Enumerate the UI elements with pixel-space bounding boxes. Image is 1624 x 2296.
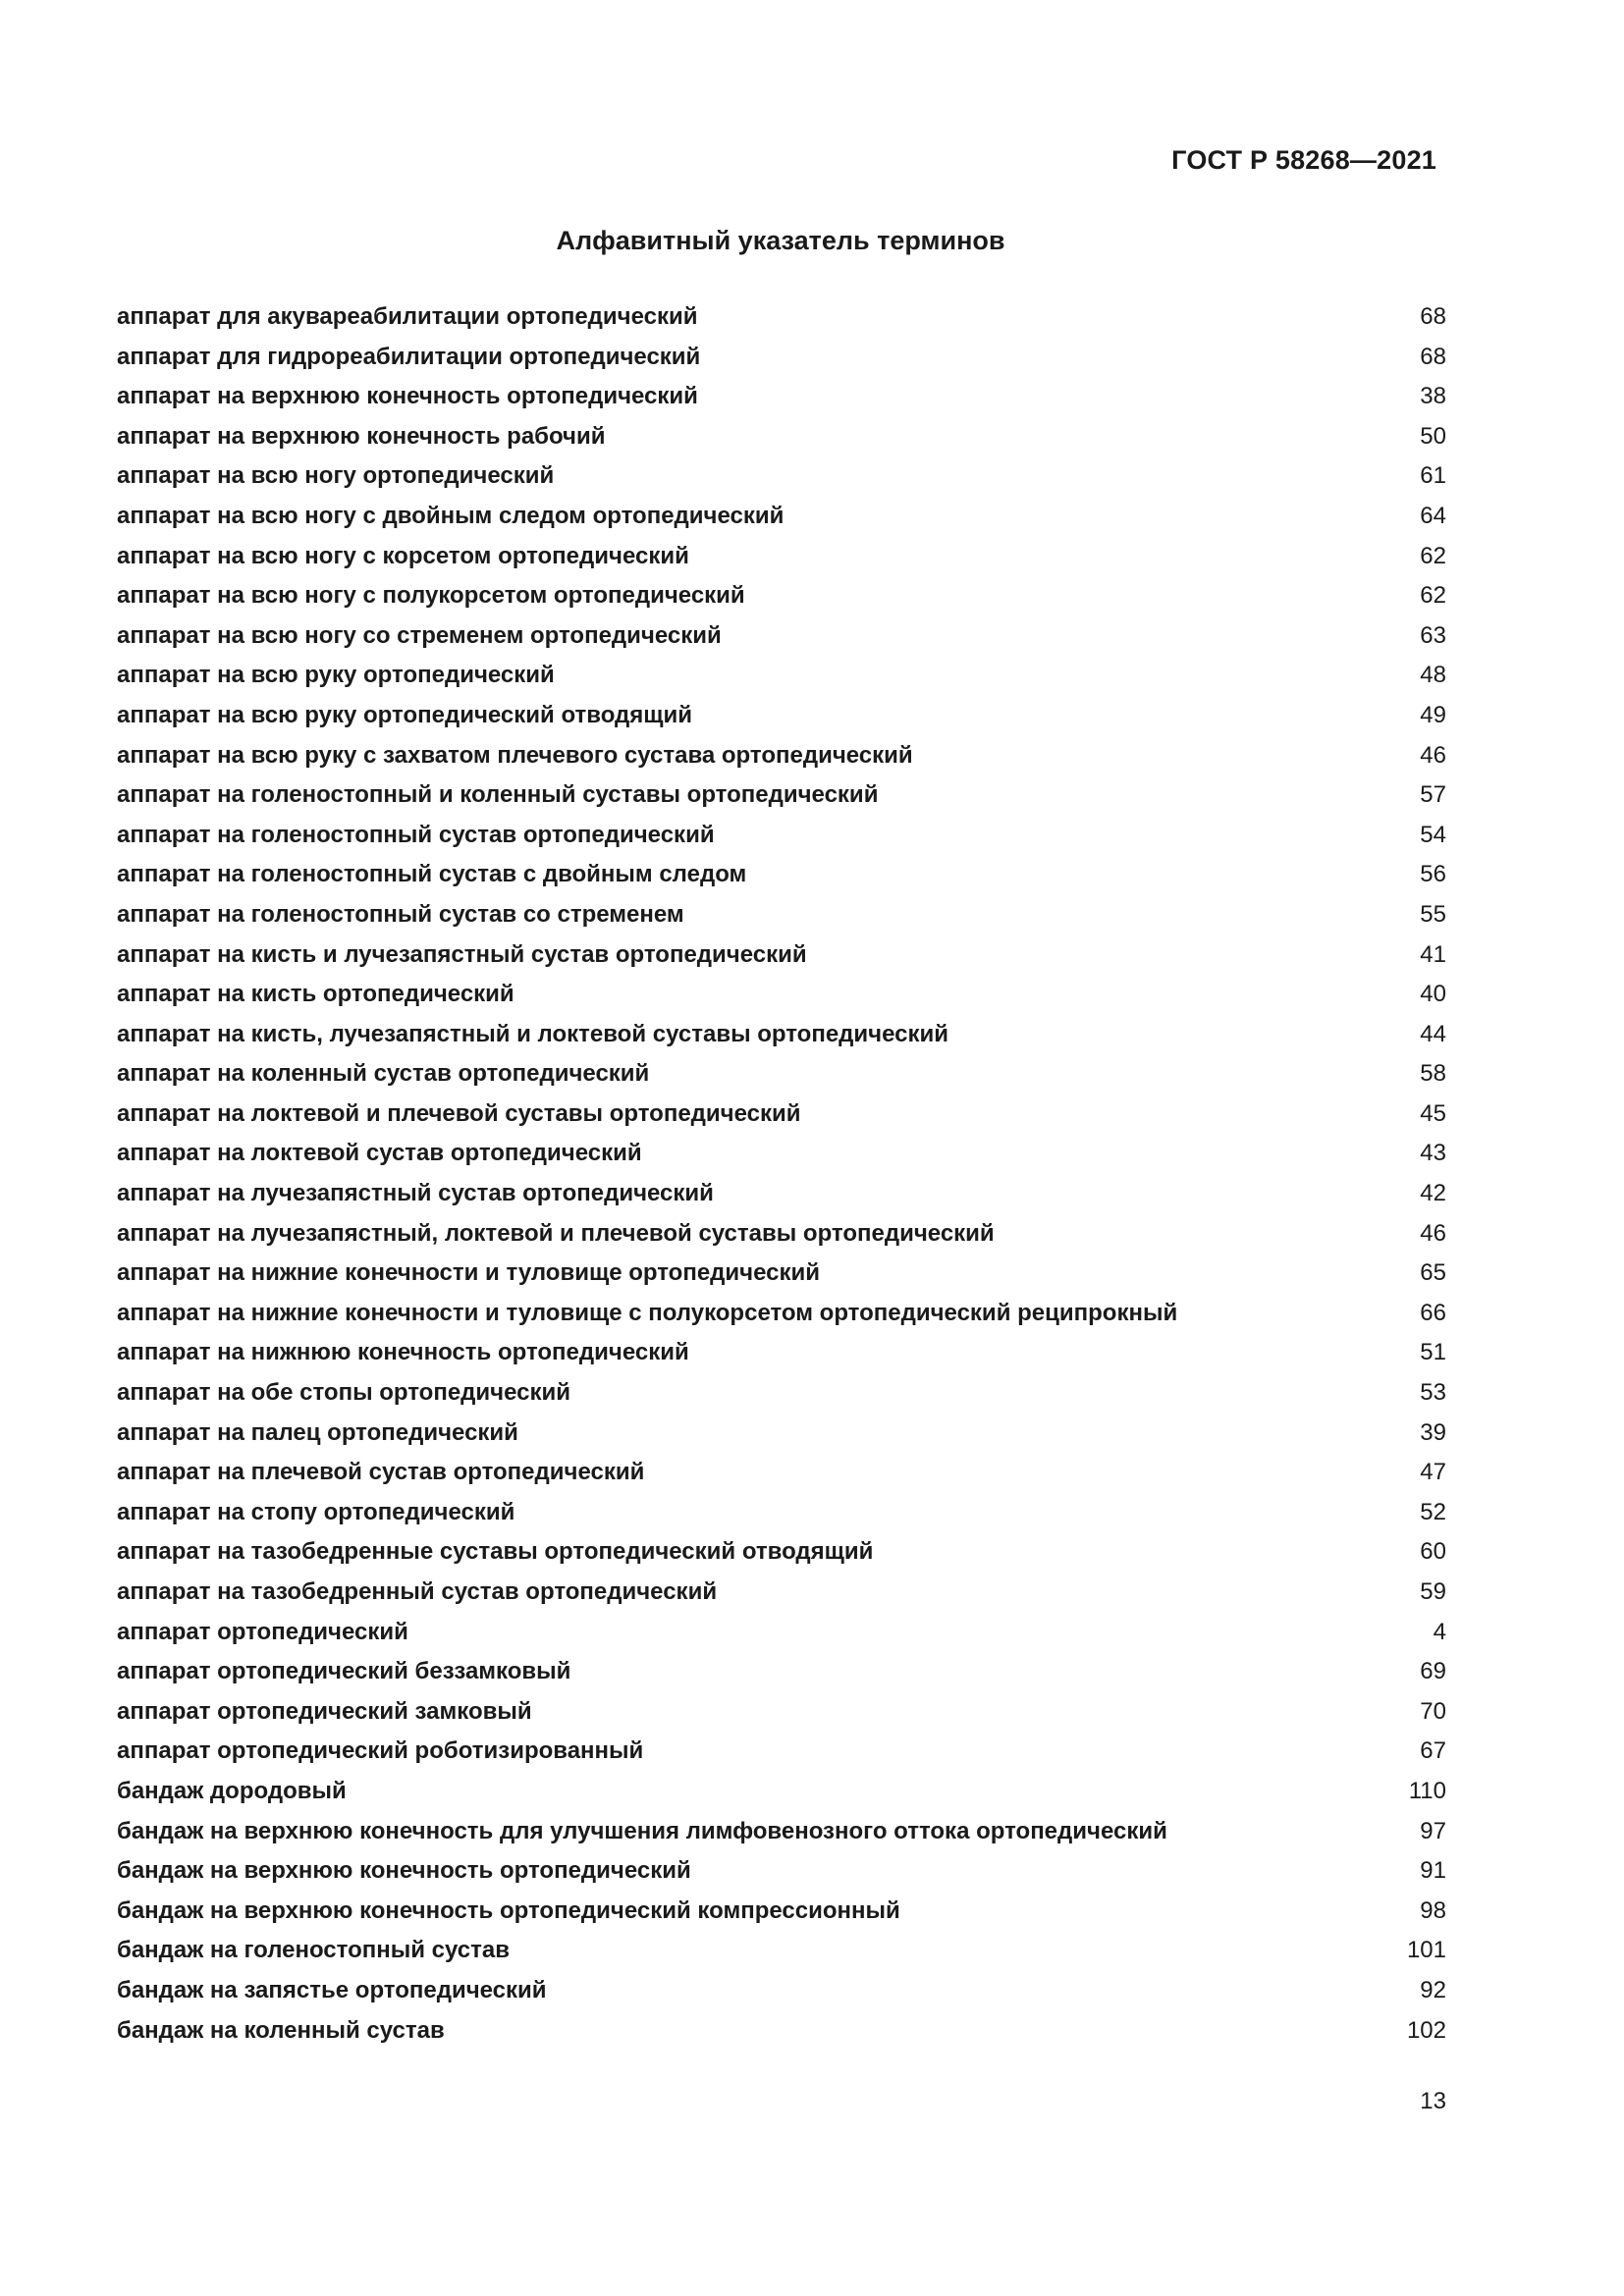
index-entry-term: аппарат на обе стопы ортопедический	[117, 1379, 570, 1407]
index-entry-page: 53	[1420, 1379, 1446, 1407]
index-entry-page: 45	[1420, 1099, 1446, 1127]
index-entry-term: аппарат на голеностопный сустав со стременем	[117, 900, 684, 928]
index-entry	[117, 1414, 1446, 1454]
index-entry	[117, 1772, 1446, 1812]
index-entry	[117, 1971, 1446, 2011]
term-index-list	[117, 297, 1446, 2051]
index-entry	[117, 895, 1446, 935]
index-entry	[117, 1692, 1446, 1733]
index-entry-page: 47	[1420, 1459, 1446, 1486]
index-entry-term: аппарат ортопедический роботизированный	[117, 1737, 644, 1765]
index-entry-page: 60	[1420, 1538, 1446, 1566]
index-entry-page: 42	[1420, 1180, 1446, 1207]
index-entry	[117, 1892, 1446, 1932]
index-entry	[117, 1054, 1446, 1095]
index-entry	[117, 1573, 1446, 1613]
index-entry	[117, 1812, 1446, 1852]
index-entry-term: аппарат на кисть, лучезапястный и локтевой суставы ортопедический	[117, 1020, 948, 1047]
index-entry-page: 98	[1420, 1896, 1446, 1924]
index-entry-term: аппарат на кисть и лучезапястный сустав ортопедический	[117, 940, 807, 968]
index-entry	[117, 1333, 1446, 1373]
index-entry-term: аппарат на лучезапястный, локтевой и плечевой суставы ортопедический	[117, 1219, 995, 1247]
index-entry-term: аппарат на всю ногу с полукорсетом ортопедический	[117, 582, 745, 610]
index-entry-page: 65	[1420, 1259, 1446, 1287]
index-entry-term: аппарат ортопедический замковый	[117, 1697, 532, 1725]
index-entry-page: 46	[1420, 741, 1446, 769]
index-entry-term: аппарат на тазобедренный сустав ортопедический	[117, 1578, 718, 1605]
index-entry-term: аппарат на всю ногу с корсетом ортопедический	[117, 542, 689, 569]
index-entry	[117, 1931, 1446, 1971]
index-entry-term: аппарат на всю руку ортопедический	[117, 662, 555, 689]
index-entry	[117, 1652, 1446, 1692]
index-entry	[117, 417, 1446, 457]
index-entry	[117, 1373, 1446, 1414]
index-entry-page: 40	[1420, 981, 1446, 1008]
index-entry-term: аппарат ортопедический беззамковый	[117, 1658, 571, 1685]
index-entry-page: 69	[1420, 1658, 1446, 1685]
index-entry-page: 52	[1420, 1498, 1446, 1525]
index-entry	[117, 1214, 1446, 1255]
index-entry-term: аппарат на палец ортопедический	[117, 1418, 518, 1446]
index-entry-term: аппарат на верхнюю конечность рабочий	[117, 422, 606, 450]
index-entry	[117, 1851, 1446, 1892]
index-entry-term: аппарат на нижние конечности и туловище ортопедический	[117, 1259, 820, 1287]
index-entry	[117, 338, 1446, 378]
index-entry	[117, 1613, 1446, 1653]
index-entry-page: 67	[1420, 1737, 1446, 1765]
index-entry-term: аппарат на нижние конечности и туловище с полукорсетом ортопедический реципрокный	[117, 1299, 1178, 1326]
index-entry	[117, 1532, 1446, 1573]
index-entry-page: 41	[1420, 940, 1446, 968]
index-entry-term: аппарат на локтевой сустав ортопедический	[117, 1140, 642, 1167]
index-entry-term: аппарат на голеностопный и коленный суставы ортопедический	[117, 781, 879, 809]
index-entry-page: 70	[1420, 1697, 1446, 1725]
index-entry-term: аппарат на нижнюю конечность ортопедический	[117, 1339, 689, 1366]
index-entry-page: 54	[1420, 821, 1446, 848]
index-entry-page: 55	[1420, 900, 1446, 928]
index-entry-page: 68	[1420, 343, 1446, 370]
index-entry	[117, 1174, 1446, 1214]
index-entry	[117, 816, 1446, 856]
index-entry-term: аппарат ортопедический	[117, 1618, 408, 1645]
index-entry	[117, 775, 1446, 816]
index-entry-term: аппарат для гидрореабилитации ортопедический	[117, 343, 701, 370]
index-entry-page: 56	[1420, 861, 1446, 888]
index-entry-term: аппарат на тазобедренные суставы ортопедический отводящий	[117, 1538, 874, 1566]
index-entry-term: бандаж на голеностопный сустав	[117, 1937, 510, 1964]
index-entry	[117, 975, 1446, 1015]
index-entry-page: 92	[1420, 1976, 1446, 2003]
index-entry	[117, 855, 1446, 895]
index-entry-term: бандаж на верхнюю конечность ортопедический компрессионный	[117, 1896, 900, 1924]
index-entry	[117, 1732, 1446, 1772]
index-entry-term: бандаж на верхнюю конечность для улучшения лимфовенозного оттока ортопедический	[117, 1817, 1167, 1844]
index-entry	[117, 616, 1446, 657]
index-entry-page: 48	[1420, 662, 1446, 689]
index-entry	[117, 537, 1446, 577]
index-entry-page: 43	[1420, 1140, 1446, 1167]
index-entry-term: аппарат на всю ногу со стременем ортопедический	[117, 621, 722, 649]
index-entry-term: бандаж на верхнюю конечность ортопедический	[117, 1857, 691, 1885]
index-entry-page: 66	[1420, 1299, 1446, 1326]
document-code: ГОСТ Р 58268—2021	[1171, 145, 1436, 175]
page-number: 13	[1420, 2088, 1446, 2114]
index-entry	[117, 1294, 1446, 1334]
index-entry	[117, 1015, 1446, 1055]
index-entry	[117, 576, 1446, 616]
index-entry-term: бандаж дородовый	[117, 1777, 347, 1804]
index-entry-page: 110	[1408, 1777, 1446, 1804]
index-entry-term: аппарат на голеностопный сустав ортопедический	[117, 821, 715, 848]
index-entry-term: аппарат на всю ногу с двойным следом ортопедический	[117, 502, 785, 529]
index-entry-page: 63	[1420, 621, 1446, 649]
index-entry-term: бандаж на коленный сустав	[117, 2016, 445, 2044]
index-entry-term: аппарат на всю руку ортопедический отводящий	[117, 701, 693, 728]
index-entry-page: 51	[1420, 1339, 1446, 1366]
index-entry-page: 59	[1420, 1578, 1446, 1605]
index-entry-page: 38	[1420, 383, 1446, 410]
index-entry-term: аппарат на стопу ортопедический	[117, 1498, 515, 1525]
index-entry	[117, 497, 1446, 537]
index-entry-term: аппарат на всю руку с захватом плечевого сустава ортопедический	[117, 741, 913, 769]
index-entry-page: 97	[1420, 1817, 1446, 1844]
index-entry-term: аппарат на лучезапястный сустав ортопедический	[117, 1180, 714, 1207]
index-entry-term: аппарат на плечевой сустав ортопедический	[117, 1459, 645, 1486]
index-entry-page: 68	[1420, 303, 1446, 330]
index-entry-term: аппарат на кисть ортопедический	[117, 981, 514, 1008]
index-entry	[117, 1095, 1446, 1135]
index-entry-term: аппарат на коленный сустав ортопедический	[117, 1060, 650, 1088]
index-entry	[117, 656, 1446, 696]
index-entry	[117, 696, 1446, 736]
index-entry-term: аппарат на голеностопный сустав с двойным следом	[117, 861, 747, 888]
index-entry-page: 101	[1406, 1937, 1446, 1964]
index-entry-page: 44	[1420, 1020, 1446, 1047]
index-entry-page: 39	[1420, 1418, 1446, 1446]
index-entry-page: 62	[1420, 582, 1446, 610]
index-entry-page: 46	[1420, 1219, 1446, 1247]
index-entry	[117, 1134, 1446, 1174]
index-entry	[117, 1453, 1446, 1493]
index-title: Алфавитный указатель терминов	[556, 226, 1005, 255]
index-entry	[117, 1254, 1446, 1294]
index-entry-page: 57	[1420, 781, 1446, 809]
index-entry-page: 49	[1420, 701, 1446, 728]
index-entry-page: 102	[1406, 2016, 1446, 2044]
index-entry-term: аппарат на локтевой и плечевой суставы ортопедический	[117, 1099, 801, 1127]
index-entry	[117, 297, 1446, 338]
index-entry-page: 61	[1420, 462, 1446, 490]
index-entry-term: аппарат на верхнюю конечность ортопедический	[117, 383, 698, 410]
index-entry-page: 64	[1420, 502, 1446, 529]
index-entry-page: 4	[1433, 1618, 1446, 1645]
index-entry-term: бандаж на запястье ортопедический	[117, 1976, 547, 2003]
index-entry-page: 62	[1420, 542, 1446, 569]
index-entry-term: аппарат для акувареабилитации ортопедический	[117, 303, 698, 330]
index-entry	[117, 1493, 1446, 1533]
index-entry-page: 50	[1420, 422, 1446, 450]
index-entry-term: аппарат на всю ногу ортопедический	[117, 462, 555, 490]
index-entry	[117, 935, 1446, 976]
index-entry	[117, 736, 1446, 776]
index-entry-page: 58	[1420, 1060, 1446, 1088]
index-entry	[117, 2011, 1446, 2052]
index-entry	[117, 456, 1446, 497]
index-entry	[117, 377, 1446, 417]
index-entry-page: 91	[1420, 1857, 1446, 1885]
